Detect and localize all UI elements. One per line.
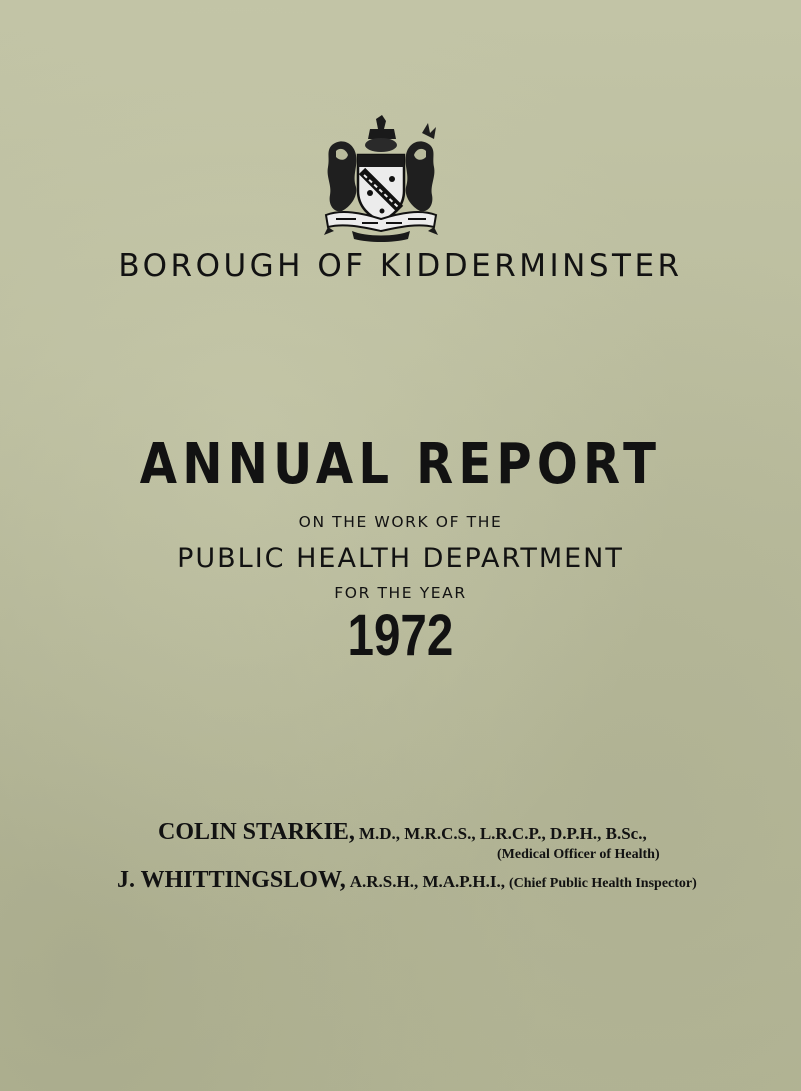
report-year: 1972 [347,603,454,668]
author-chief-inspector [117,866,697,898]
report-title: ANNUAL REPORT [139,432,662,497]
author-qualifications: A.R.S.H., M.A.P.H.I., [349,872,505,891]
department-name: PUBLIC HEALTH DEPARTMENT [177,543,624,574]
author-medical-officer [158,819,647,848]
borough-heading: BOROUGH OF KIDDERMINSTER [118,248,683,284]
for-the-year-line: FOR THE YEAR [334,584,467,602]
coat-of-arms-icon [322,115,440,245]
subtitle-line: ON THE WORK OF THE [298,513,503,531]
author-role: (Medical Officer of Health) [497,847,660,862]
author-name: COLIN STARKIE, [158,819,355,845]
author-qualifications: M.D., M.R.C.S., L.R.C.P., D.P.H., B.Sc., [358,824,647,843]
author-role: (Chief Public Health Inspector) [508,876,697,891]
author-name: J. WHITTINGSLOW, [117,867,346,893]
